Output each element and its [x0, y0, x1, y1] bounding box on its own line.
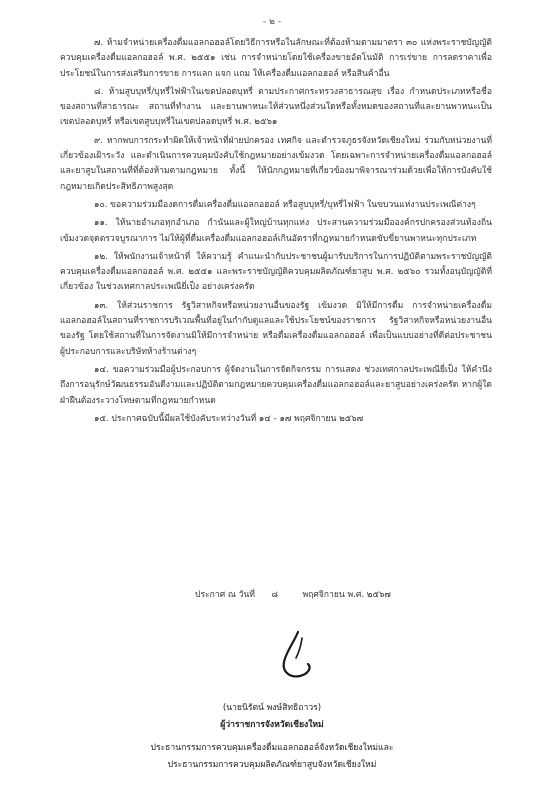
signer-title: ผู้ว่าราชการจังหวัดเชียงใหม่ [220, 720, 324, 730]
date-prefix: ประกาศ ณ วันที่ [195, 590, 255, 600]
clause-10: ๑๐. ขอความร่วมมืองดการดื่มเครื่องดื่มแอลกอฮอล์ หรือสูบบุหรี่/บุหรี่ไฟฟ้า ในขบวนแห่งานประเพณีต่างๆ [94, 199, 476, 210]
clause-8: ๘. ห้ามสูบบุหรี่/บุหรี่ไฟฟ้าในเขตปลอดบุหรี่ ตามประกาศกระทรวงสาธารณสุข เรื่อง กำหนดประเภทหรือชื่อของสถานที่สาธารณะ สถานที่ทำงาน และยานพาหนะให้ส่วนหนึ่งส่วนใดหรือทั้งหมดของสถานที่และยานพาหนะเป็นเขตปลอดบุหรี่ หรือเขตสูบบุหรี่ในเขตปลอดบุหรี่ พ.ศ. ๒๕๖๑ [60, 86, 492, 128]
handwritten-signature [268, 628, 328, 688]
page-number: - ๒ - [262, 17, 282, 27]
date-month-year: พฤศจิกายน พ.ศ. ๒๕๖๗ [302, 590, 391, 600]
announcement-date [195, 587, 391, 601]
signer-role-line-2: ประธานกรรมการควบคุมผลิตภัณฑ์ยาสูบจังหวัดเชียงใหม่ [167, 760, 377, 770]
clause-15: ๑๕. ประกาศฉบับนี้มีผลใช้บังคับระหว่างวันที่ ๑๔ - ๑๗ พฤศจิกายน ๒๕๖๗ [94, 413, 364, 424]
clause-12: ๑๒. ให้พนักงานเจ้าหน้าที่ ให้ความรู้ คำแนะนำกับประชาชนผู้มารับบริการในการปฏิบัติตามพระราชบัญญัติควบคุมเครื่องดื่มแอลกอฮอล์ พ.ศ. ๒๕๕๑ และพระราชบัญญัติควบคุมผลิตภัณฑ์ยาสูบ พ.ศ. ๒๕๖๐ รวมทั้งอนุบัญญัติที่เกี่ยวข้อง ในช่วงเทศกาลประเพณียี่เป็ง อย่างเคร่งครัด [60, 251, 492, 293]
signer-role-line-1: ประธานกรรมการควบคุมเครื่องดื่มแอลกอฮอล์จังหวัดเชียงใหม่และ [150, 743, 394, 753]
announcement-body [60, 36, 492, 430]
clause-13: ๑๓. ให้ส่วนราชการ รัฐวิสาหกิจหรือหน่วยงานอื่นของรัฐ เข้มงวด มิให้มีการดื่ม การจำหน่ายเครื่องดื่มแอลกอฮอล์ในสถานที่ราชการบริเวณพื้นที่อยู่ในกำกับดูแลและใช้ประโยชน์ของราชการ รัฐวิสาหกิจหรือหน่วยงานอื่นของรัฐ โดยใช้สถานที่ในการจัดงานมิให้มีการจำหน่าย หรือดื่มเครื่องดื่มแอลกอฮอล์ เพื่อเป็นแบบอย่างที่ดีต่อประชาชน ผู้ประกอบการและบริษัทห้างร้านต่างๆ [60, 300, 492, 357]
clause-11: ๑๑. ให้นายอำเภอทุกอำเภอ กำนันและผู้ใหญ่บ้านทุกแห่ง ประสานความร่วมมือองค์กรปกครองส่วนท้องถิ่น เข้มงวดจุดตรวจบูรณาการ ไม่ให้ผู้ที่ดื่มเครื่องดื่มแอลกอฮอล์เกินอัตราที่กฎหมายกำหนดขับขี่ยานพาหนะทุกประเภท [60, 218, 492, 244]
signer-name: (นายนิรัตน์ พงษ์สิทธิถาวร) [222, 703, 322, 713]
date-day: ๘ [271, 590, 279, 600]
clause-7: ๗. ห้ามจำหน่ายเครื่องดื่มแอลกอฮอล์โดยวิธีการหรือในลักษณะที่ต้องห้ามตามมาตรา ๓๐ แห่งพระราชบัญญัติควบคุมเครื่องดื่มแอลกอฮอล์ พ.ศ. ๒๕๕๑ เช่น การจำหน่ายโดยใช้เครื่องขายอัตโนมัติ การเร่ขาย การลดราคาเพื่อประโยชน์ในการส่งเสริมการขาย การแลก แจก แถม ให้เครื่องดื่มแอลกอฮอล์ หรือสินค้าอื่น [60, 38, 492, 79]
clause-9: ๙. หากพบการกระทำผิดให้เจ้าหน้าที่ฝ่ายปกครอง เทศกิจ และตำรวจภูธรจังหวัดเชียงใหม่ ร่วมกับหน่วยงานที่เกี่ยวข้องเฝ้าระวัง และดำเนินการควบคุมบังคับใช้กฎหมายอย่างเข้มงวด โดยเฉพาะการจำหน่ายเครื่องดื่มแอลกอฮอล์และยาสูบในสถานที่ที่ต้องห้ามตามกฎหมาย ทั้งนี้ ให้นักกฎหมายที่เกี่ยวข้องมาพิจารณาร่วมด้วยเพื่อให้การบังคับใช้กฎหมายเกิดประสิทธิภาพสูงสุด [60, 135, 492, 192]
clause-14: ๑๔. ขอความร่วมมือผู้ประกอบการ ผู้จัดงานในการจัดกิจกรรม การแสดง ช่วงเทศกาลประเพณียี่เป็ง ให้คำนึงถึงการอนุรักษ์วัฒนธรรมอันดีงามและปฏิบัติตามกฎหมายควบคุมเครื่องดื่มแอลกอฮอล์และยาสูบอย่างเคร่งครัด หากผู้ใดฝ่าฝืนต้องระวางโทษตามที่กฎหมายกำหนด [60, 364, 492, 406]
